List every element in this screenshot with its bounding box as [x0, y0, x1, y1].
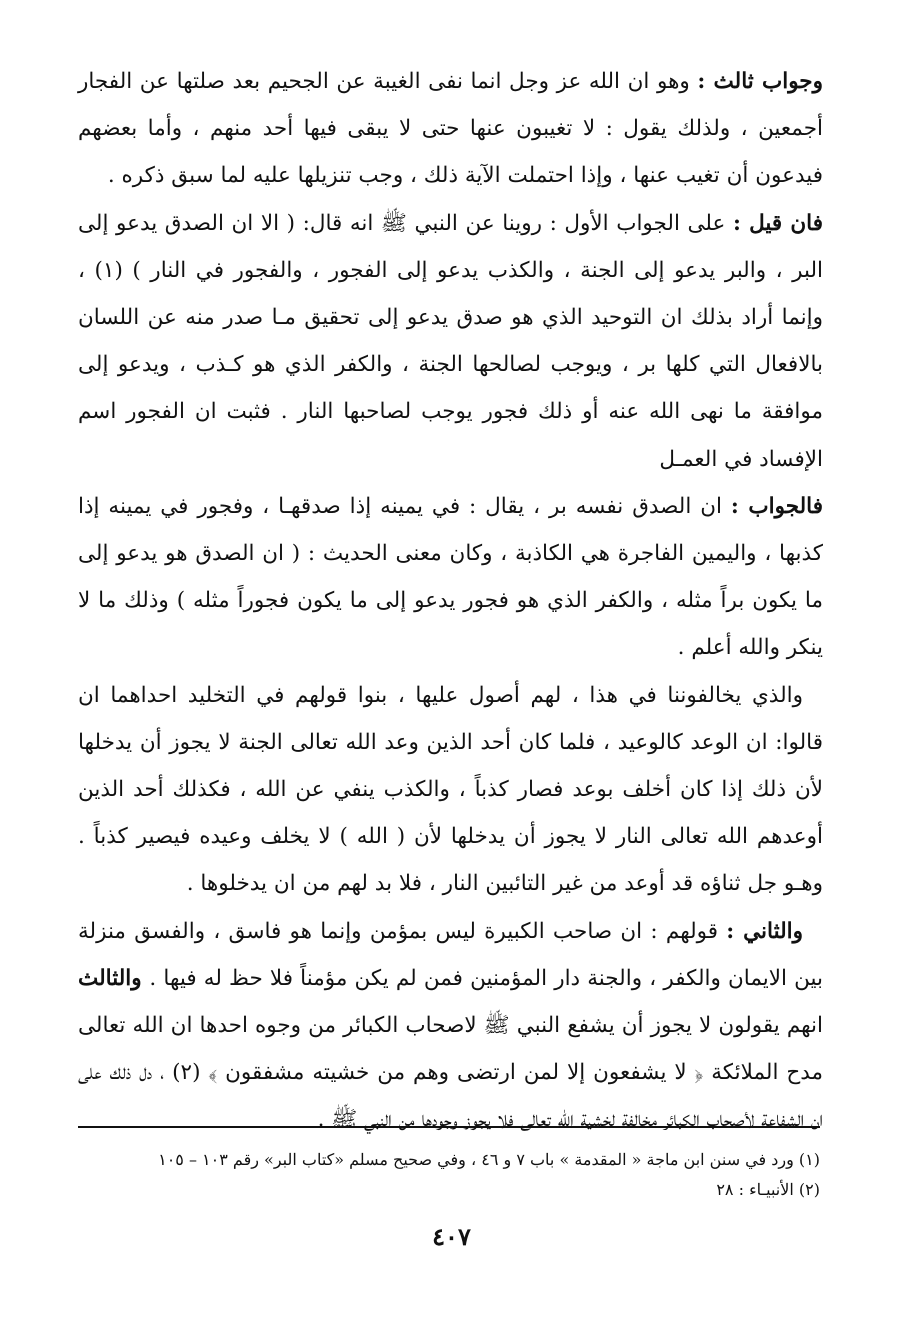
paragraph-lead: والثاني :: [726, 918, 803, 944]
paragraph-text-continued: انهم يقولون لا يجوز أن يشفع النبي ﷺ لاصحاب الكبائر من وجوه احدها ان الله تعالى مدح الملائكة ﴿ لا يشفعون إلا لمن ارتضى وهم من خشيته مشفقون ﴾ (٢) ، دل ذلك على ان الشفاعة لأصحاب الكبائر مخالفة لخشية الله تعالى فلا يجوز وجودها من النبي ﷺ .: [78, 1013, 823, 1133]
paragraph-text: قولهم : ان صاحب الكبيرة ليس بمؤمن وإنما هو فاسق ، والفسق منزلة بين الايمان والكفر ، والجنة دار المؤمنين فمن لم يكن مؤمناً فلا حظ له فيها .: [78, 918, 823, 991]
paragraph-inline-lead: والثالث: [78, 965, 150, 991]
paragraph-text: والذي يخالفوننا في هذا ، لهم أصول عليها ، بنوا قولهم في التخليد احداهما ان قالوا: ان الوعد كالوعيد ، فلما كان أحد الذين وعد الله تعالى الجنة لا يجوز أن يدخلها لأن ذلك إذا كان أخلف بوعد فصار كذباً ، والكذب ينفي عن الله ، فكذلك أحد الذين أوعدهم الله تعالى النار لا يجوز أن يدخلها لأن ( الله ) لا يخلف وعيده فيصير كذباً . وهـو جل ثناؤه قد أوعد من غير التائبين النار ، فلا بد لهم من ان يدخلوها .: [78, 682, 823, 897]
paragraph-text: على الجواب الأول : روينا عن النبي ﷺ انه قال: ( الا ان الصدق يدعو إلى البر ، والبر يدعو إلى الجنة ، والكذب يدعو إلى الفجور ، والفجور في النار ) (١) ، وإنما أراد بذلك ان التوحيد الذي هو صدق يدعو إلى تحقيق مـا صدر منه عن اللسان بالافعال التي كلها بر ، ويوجب لصالحها الجنة ، والكفر الذي هو كـذب ، ويدعو إلى موافقة ما نهى الله عنه أو ذلك فجور يوجب لصاحبها النار . فثبت ان الفجور اسم الإفساد في العمـل: [78, 210, 823, 472]
footnote-2: (٢) الأنبيـاء : ٢٨: [716, 1180, 820, 1199]
paragraph-second-and-third: [78, 908, 823, 1144]
paragraph-lead: وجواب ثالث :: [697, 69, 823, 94]
paragraph-third-answer: [78, 58, 823, 200]
paragraph-text: وهو ان الله عز وجل انما نفى الغيبة عن الجحيم بعد صلتها عن الفجار أجمعين ، ولذلك يقول : لا تغيبون عنها حتى لا يبقى فيها أحد منهم ، وأما بعضهم فيدعون أن تغيب عنها ، وإذا احتملت الآية ذلك ، وجب تنزيلها عليه لما سبق ذكره .: [78, 69, 823, 189]
paragraph-opponents-principles: [78, 672, 823, 908]
footnote-1: (١) ورد في سنن ابن ماجة « المقدمة » باب ٧ و ٤٦ ، وفي صحيح مسلم «كتاب البر» رقم ١٠٣ – ١٠٥: [158, 1150, 820, 1169]
page-number: ٤٠٧: [432, 1222, 471, 1251]
paragraph-objection: [78, 200, 823, 483]
paragraph-text: ان الصدق نفسه بر ، يقال : في يمينه إذا صدقهـا ، وفجور في يمينه إذا كذبها ، واليمين الفاجرة هي الكاذبة ، وكان معنى الحديث : ( ان الصدق هو يدعو إلى ما يكون براً مثله ، والكفر الذي هو فجور يدعو إلى ما يكون فجوراً مثله ) وذلك ما لا ينكر والله أعلم .: [78, 493, 823, 661]
main-text: [78, 58, 823, 1144]
footnote-divider: [78, 1126, 820, 1128]
footnotes: [72, 1145, 820, 1205]
paragraph-lead: فان قيل :: [732, 210, 823, 236]
paragraph-answer: [78, 483, 823, 672]
paragraph-lead: فالجواب :: [730, 493, 823, 519]
